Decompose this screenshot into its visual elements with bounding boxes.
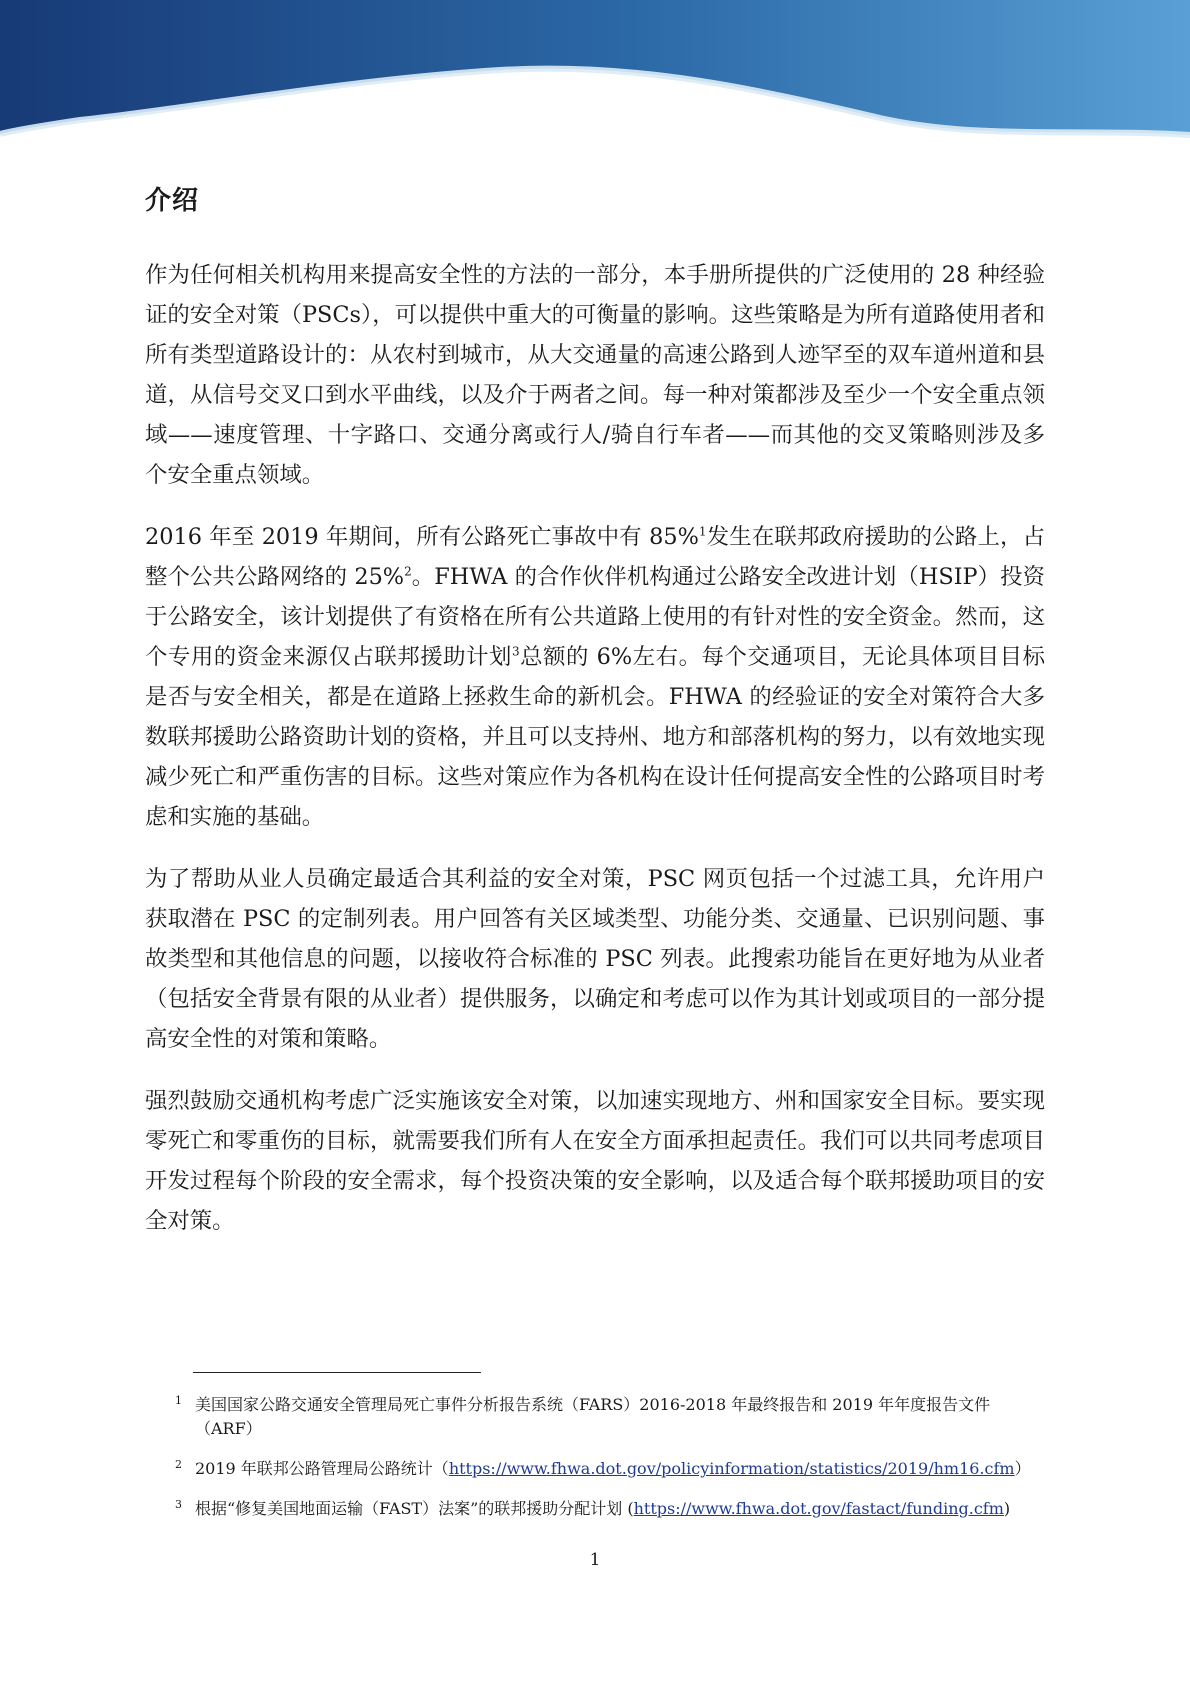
footnote-3-mark: 3 [175,1498,182,1511]
footnote-2-mark: 2 [175,1458,182,1471]
footnote-ref-2[interactable]: 2 [404,564,412,579]
header-wave-banner [0,0,1190,160]
paragraph-2-text-d: 总额的 6%左右。每个交通项目，无论具体项目目标是否与安全相关，都是在道路上拯救生命的新机会。FHWA 的经验证的安全对策符合大多数联邦援助公路资助计划的资格，并且可以支持州、地方和部落机构的努力，以有效地实现减少死亡和严重伤害的目标。这些对策应作为各机构在设计任何提高安全性的公路项目时考虑和实施的基础。 [145,644,1046,830]
footnote-ref-1[interactable]: 1 [698,524,707,539]
page-title: 介绍 [145,186,200,216]
footnote-3-link[interactable]: https://www.fhwa.dot.gov/fastact/funding.cfm [633,1499,1004,1518]
page-number: 1 [589,1550,601,1570]
paragraph-4 [145,1081,1045,1241]
paragraph-1-text: 作为任何相关机构用来提高安全性的方法的一部分，本手册所提供的广泛使用的 28 种经验证的安全对策（PSCs），可以提供中重大的可衡量的影响。这些策略是为所有道路使用者和所有类型道路设计的：从农村到城市，从大交通量的高速公路到人迹罕至的双车道州道和县道，从信号交叉口到水平曲线，以及介于两者之间。每一种对策都涉及至少一个安全重点领域——速度管理、十字路口、交通分离或行人/骑自行车者——而其他的交叉策略则涉及多个安全重点领域。 [145,262,1045,488]
footnotes [175,1393,1045,1537]
footnote-2-after: ） [1014,1459,1031,1478]
footnote-1-mark: 1 [175,1394,182,1407]
footnote-2-link[interactable]: https://www.fhwa.dot.gov/policyinformation/statistics/2019/hm16.cfm [448,1459,1015,1478]
paragraph-4-text: 强烈鼓励交通机构考虑广泛实施该安全对策，以加速实现地方、州和国家安全目标。要实现零死亡和零重伤的目标，就需要我们所有人在安全方面承担起责任。我们可以共同考虑项目开发过程每个阶段的安全需求，每个投资决策的安全影响，以及适合每个联邦援助项目的安全对策。 [145,1088,1045,1234]
footnote-1-text: 美国国家公路交通安全管理局死亡事件分析报告系统（FARS）2016-2018 年最终报告和 2019 年年度报告文件（ARF） [195,1395,991,1438]
footnote-2 [175,1457,1045,1481]
footnote-3 [175,1497,1045,1521]
paragraph-2-text-b: 发生在联邦政府援助的公路上，占整个公共公路网络的 25% [145,524,1045,590]
footnote-3-after: ) [1003,1499,1011,1518]
footnote-3-text: 根据“修复美国地面运输（FAST）法案”的联邦援助分配计划 ( [195,1499,634,1518]
paragraph-1 [145,255,1045,495]
footnote-2-text: 2019 年联邦公路管理局公路统计（ [195,1459,449,1478]
paragraph-2 [145,517,1045,837]
footnote-ref-3[interactable]: 3 [511,644,520,659]
paragraph-2-text-c: 。FHWA 的合作伙伴机构通过公路安全改进计划（HSIP）投资于公路安全，该计划提供了有资格在所有公共道路上使用的有针对性的安全资金。然而，这个专用的资金来源仅占联邦援助计划 [145,564,1045,670]
paragraph-2-text-a: 2016 年至 2019 年期间，所有公路死亡事故中有 85% [145,524,699,550]
footnote-divider [193,1372,481,1373]
footnote-1 [175,1393,1045,1441]
paragraph-3 [145,859,1045,1059]
main-content [145,180,1045,1263]
paragraph-3-text: 为了帮助从业人员确定最适合其利益的安全对策，PSC 网页包括一个过滤工具，允许用户获取潜在 PSC 的定制列表。用户回答有关区域类型、功能分类、交通量、已识别问题、事故类型和其他信息的问题，以接收符合标准的 PSC 列表。此搜索功能旨在更好地为从业者（包括安全背景有限的从业者）提供服务，以确定和考虑可以作为其计划或项目的一部分提高安全性的对策和策略。 [145,866,1045,1052]
